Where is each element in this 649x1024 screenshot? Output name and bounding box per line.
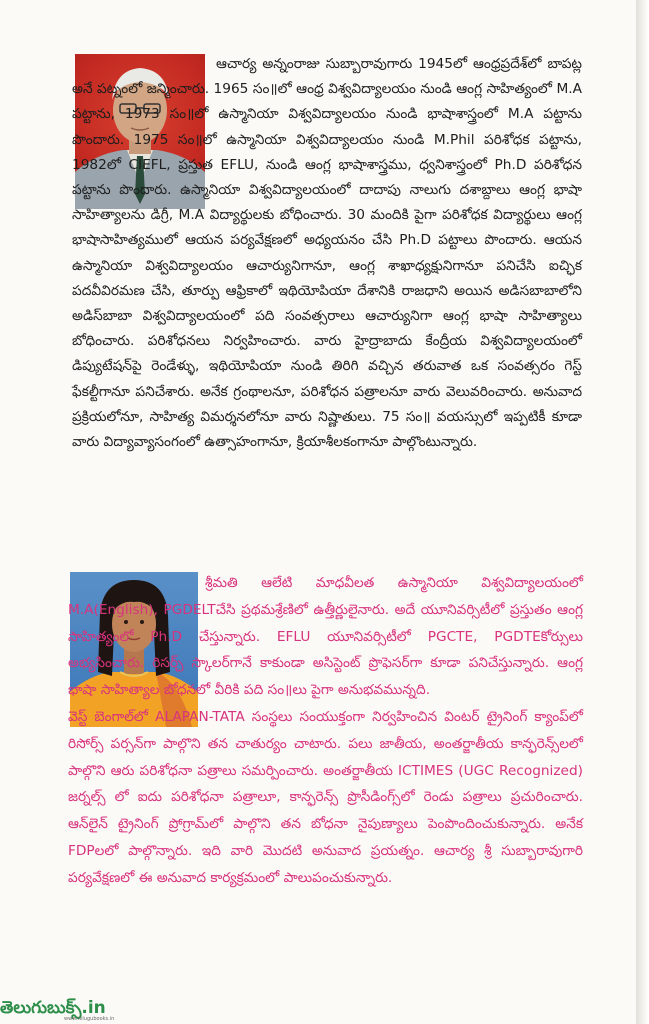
author-biography: ఆచార్య అన్నంరాజు సుబ్బారావుగారు 1945లో ఆంధ్రప్రదేశ్‌లో బాపట్ల అనే పట్నంలో జన్మించారు. 1965 సం॥లో ఆంధ్ర విశ్వవిద్యాలయం నుండి ఆంగ్ల సాహిత్యంలో M.A పట్టాను, 1973 సం॥లో ఉస్మానియా విశ్వవిద్యాలయం నుండి భాషాశాస్త్రంలో M.A పట్టాను పొందారు. 1975 సం॥లో ఉస్మానియా విశ్వవిద్యాలయం నుండి M.Phil పరిశోధక పట్టాను, 1982లో CIEFL, ప్రస్తుత EFLU, నుండి ఆంగ్ల భాషాశాస్త్రము, ధ్వనిశాస్త్రంలో Ph.D పరిశోధన పట్టాను పొందారు. ఉస్మానియా విశ్వవిద్యాలయంలో దాదాపు నాలుగు దశాబ్దాలు ఆంగ్ల భాషా సాహిత్యాలను డిగ్రీ, M.A విద్యార్థులకు బోధించారు. 30 మందికి పైగా పరిశోధక విద్యార్థులు ఆంగ్ల భాషాసాహిత్యములో ఆయన పర్యవేక్షణలో అధ్యయనం చేసి Ph.D పట్టాలు పొందారు. ఆయన ఉస్మానియా విశ్వవిద్యాలయం ఆచార్యునిగానూ, ఆంగ్ల శాఖాధ్యక్షునిగానూ పనిచేసి ఐచ్ఛిక పదవీవిరమణ చేసి, తూర్పు ఆఫ్రికాలో ఇథియోపియా దేశానికి రాజధాని అయిన అడిసబాబాలోని అడిస్‌బాబా విశ్వవిద్యాలయంలో పది సంవత్సరాలు ఆచార్యునిగా ఆంగ్ల భాషా సాహిత్యాలు బోధించారు. పరిశోధనలు నిర్వహించారు. వారు హైద్రాబాదు కేంద్రీయ విశ్వవిద్యాలయంలో డిప్యుటేషన్‌పై రెండేళ్ళు, ఇథియోపియా నుండి తిరిగి వచ్చిన తరువాత ఒక సంవత్సరం గెస్ట్ ఫేకల్టీగానూ పనిచేశారు. అనేక గ్రంథాలనూ, పరిశోధన పత్రాలనూ వారు వెలువరించారు. అనువాద ప్రక్రియలోనూ, సాహిత్య విమర్శనలోనూ వారు నిష్ణాతులు. 75 సం॥ వయస్సులో ఇప్పటికీ కూడా వారు విద్యావ్యాసంగంలో ఉత్సాహంగానూ, క్రియాశీలకంగానూ పాల్గొంటున్నారు. xyxy=(72,56,582,451)
site-watermark-url: www.telugubooks.in xyxy=(64,1016,115,1022)
site-watermark-logo: తెలుగుబుక్స్.in xyxy=(0,998,106,1018)
page-edge-shadow xyxy=(636,0,649,1024)
translator-biography: శ్రీమతి ఆలేటి మాధవీలత ఉస్మానియా విశ్వవిద్యాలయంలో M.A(English), PGDELTచేసి ప్రథమశ్రేణిలో ఉత్తీర్ణులైనారు. అదే యూనివర్సిటీలో ప్రస్తుతం ఆంగ్ల సాహిత్యంలో Ph.D చేస్తున్నారు. EFLU యూనివర్సిటీలో PGCTE, PGDTEకోర్సులు అభ్యసించారు. రిసర్చ్ స్కాలర్‌గానే కాకుండా అసిస్టెంట్ ప్రొఫెసర్‌గా కూడా పనిచేస్తున్నారు. ఆంగ్ల భాషా సాహిత్యాల బోధనలో వీరికి పది సం॥లు పైగా అనుభవమున్నది. వెస్ట్ బెంగాల్‌లో ALAPAN-TATA సంస్థలు సంయుక్తంగా నిర్వహించిన వింటర్ ట్రైనింగ్ క్యాంప్‌లో రిసోర్స్ పర్సన్‌గా పాల్గొని తన చాతుర్యం చాటారు. పలు జాతీయ, అంతర్జాతీయ కాన్ఫరెన్స్‌లలో పాల్గొని ఆరు పరిశోధనా పత్రాలు సమర్పించారు. అంతర్జాతీయ ICTIMES (UGC Recognized) జర్నల్స్ లో ఐదు పరిశోధనా పత్రాలూ, కాన్ఫరెన్స్ ప్రొసీడింగ్స్‌లో రెండు పత్రాలు ప్రచురించారు. ఆన్‌లైన్ ట్రైనింగ్ ప్రోగ్రామ్‌లో పాల్గొని తన బోధనా నైపుణ్యాలు పెంపొందించుకున్నారు. అనేక FDPలలో పాల్గొన్నారు. ఇది వారి మొదటి అనువాద ప్రయత్నం. ఆచార్య శ్రీ సుబ్బారావుగారి పర్యవేక్షణలో ఈ అనువాద కార్యక్రమంలో పాలుపంచుకున్నారు. xyxy=(68,575,583,886)
